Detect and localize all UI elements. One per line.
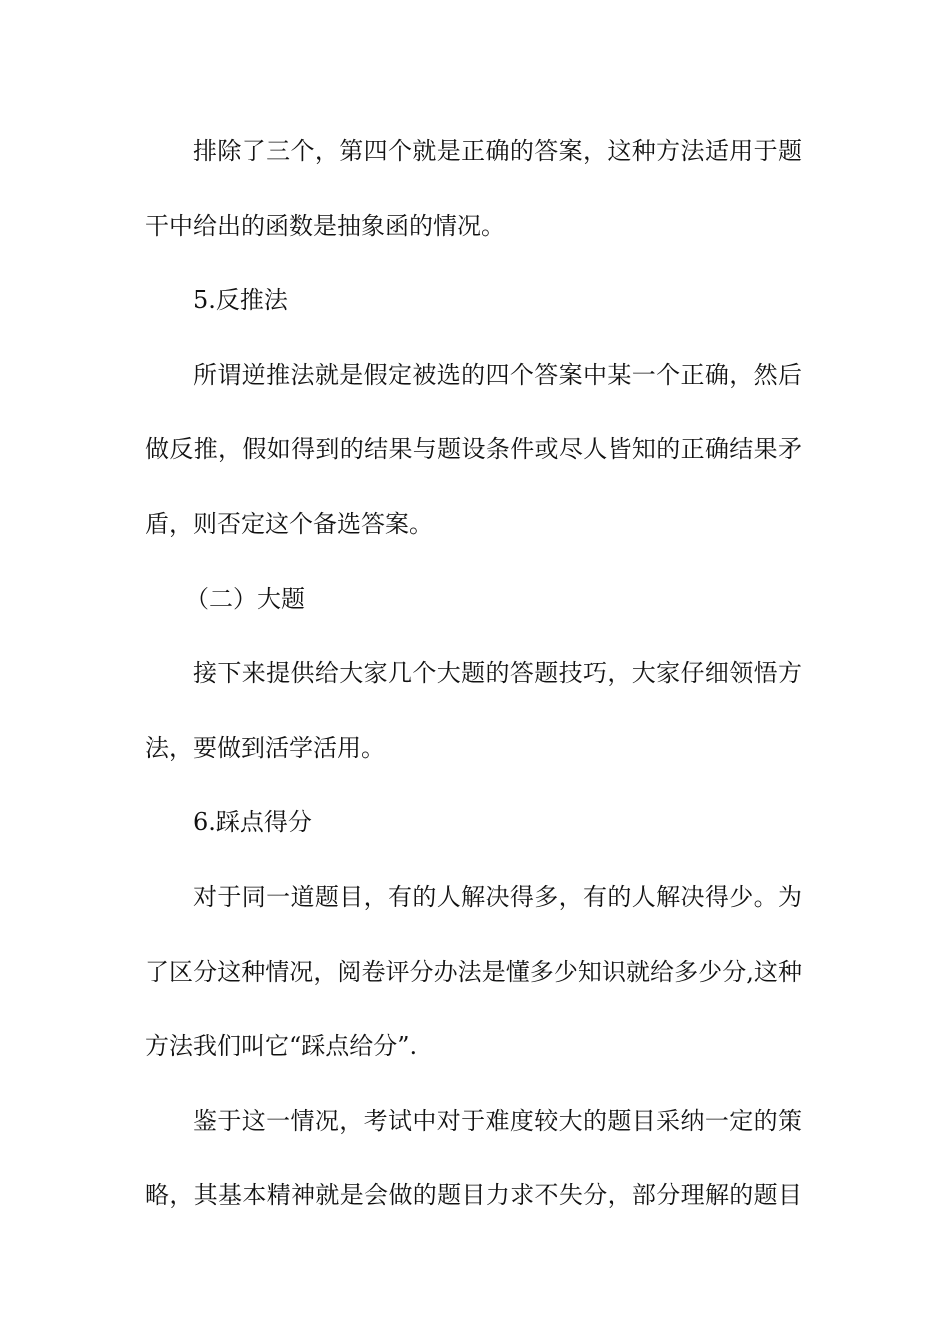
paragraph-line: 所谓逆推法就是假定被选的四个答案中某一个正确，然后	[193, 361, 802, 389]
paragraph-line: 鉴于这一情况，考试中对于难度较大的题目采纳一定的策	[193, 1107, 802, 1135]
paragraph-line: 法，要做到活学活用。	[145, 734, 385, 762]
section-heading: 5.反推法	[193, 286, 288, 314]
paragraph-line: 略，其基本精神就是会做的题目力求不失分，部分理解的题目	[145, 1181, 802, 1209]
paragraph-line: 接下来提供给大家几个大题的答题技巧，大家仔细领悟方	[193, 659, 802, 687]
paragraph-line: 了区分这种情况，阅卷评分办法是懂多少知识就给多少分,这种	[145, 958, 802, 986]
paragraph-line: 做反推，假如得到的结果与题设条件或尽人皆知的正确结果矛	[145, 435, 802, 463]
paragraph-line: 方法我们叫它“踩点给分”.	[145, 1032, 418, 1060]
paragraph-line: 干中给出的函数是抽象函的情况。	[145, 212, 505, 240]
paragraph-line: 对于同一道题目，有的人解决得多，有的人解决得少。为	[193, 883, 802, 911]
paragraph-line: 排除了三个，第四个就是正确的答案，这种方法适用于题	[193, 137, 802, 165]
section-heading: 6.踩点得分	[193, 808, 312, 836]
section-heading: （二）大题	[185, 585, 305, 613]
paragraph-line: 盾，则否定这个备选答案。	[145, 510, 433, 538]
